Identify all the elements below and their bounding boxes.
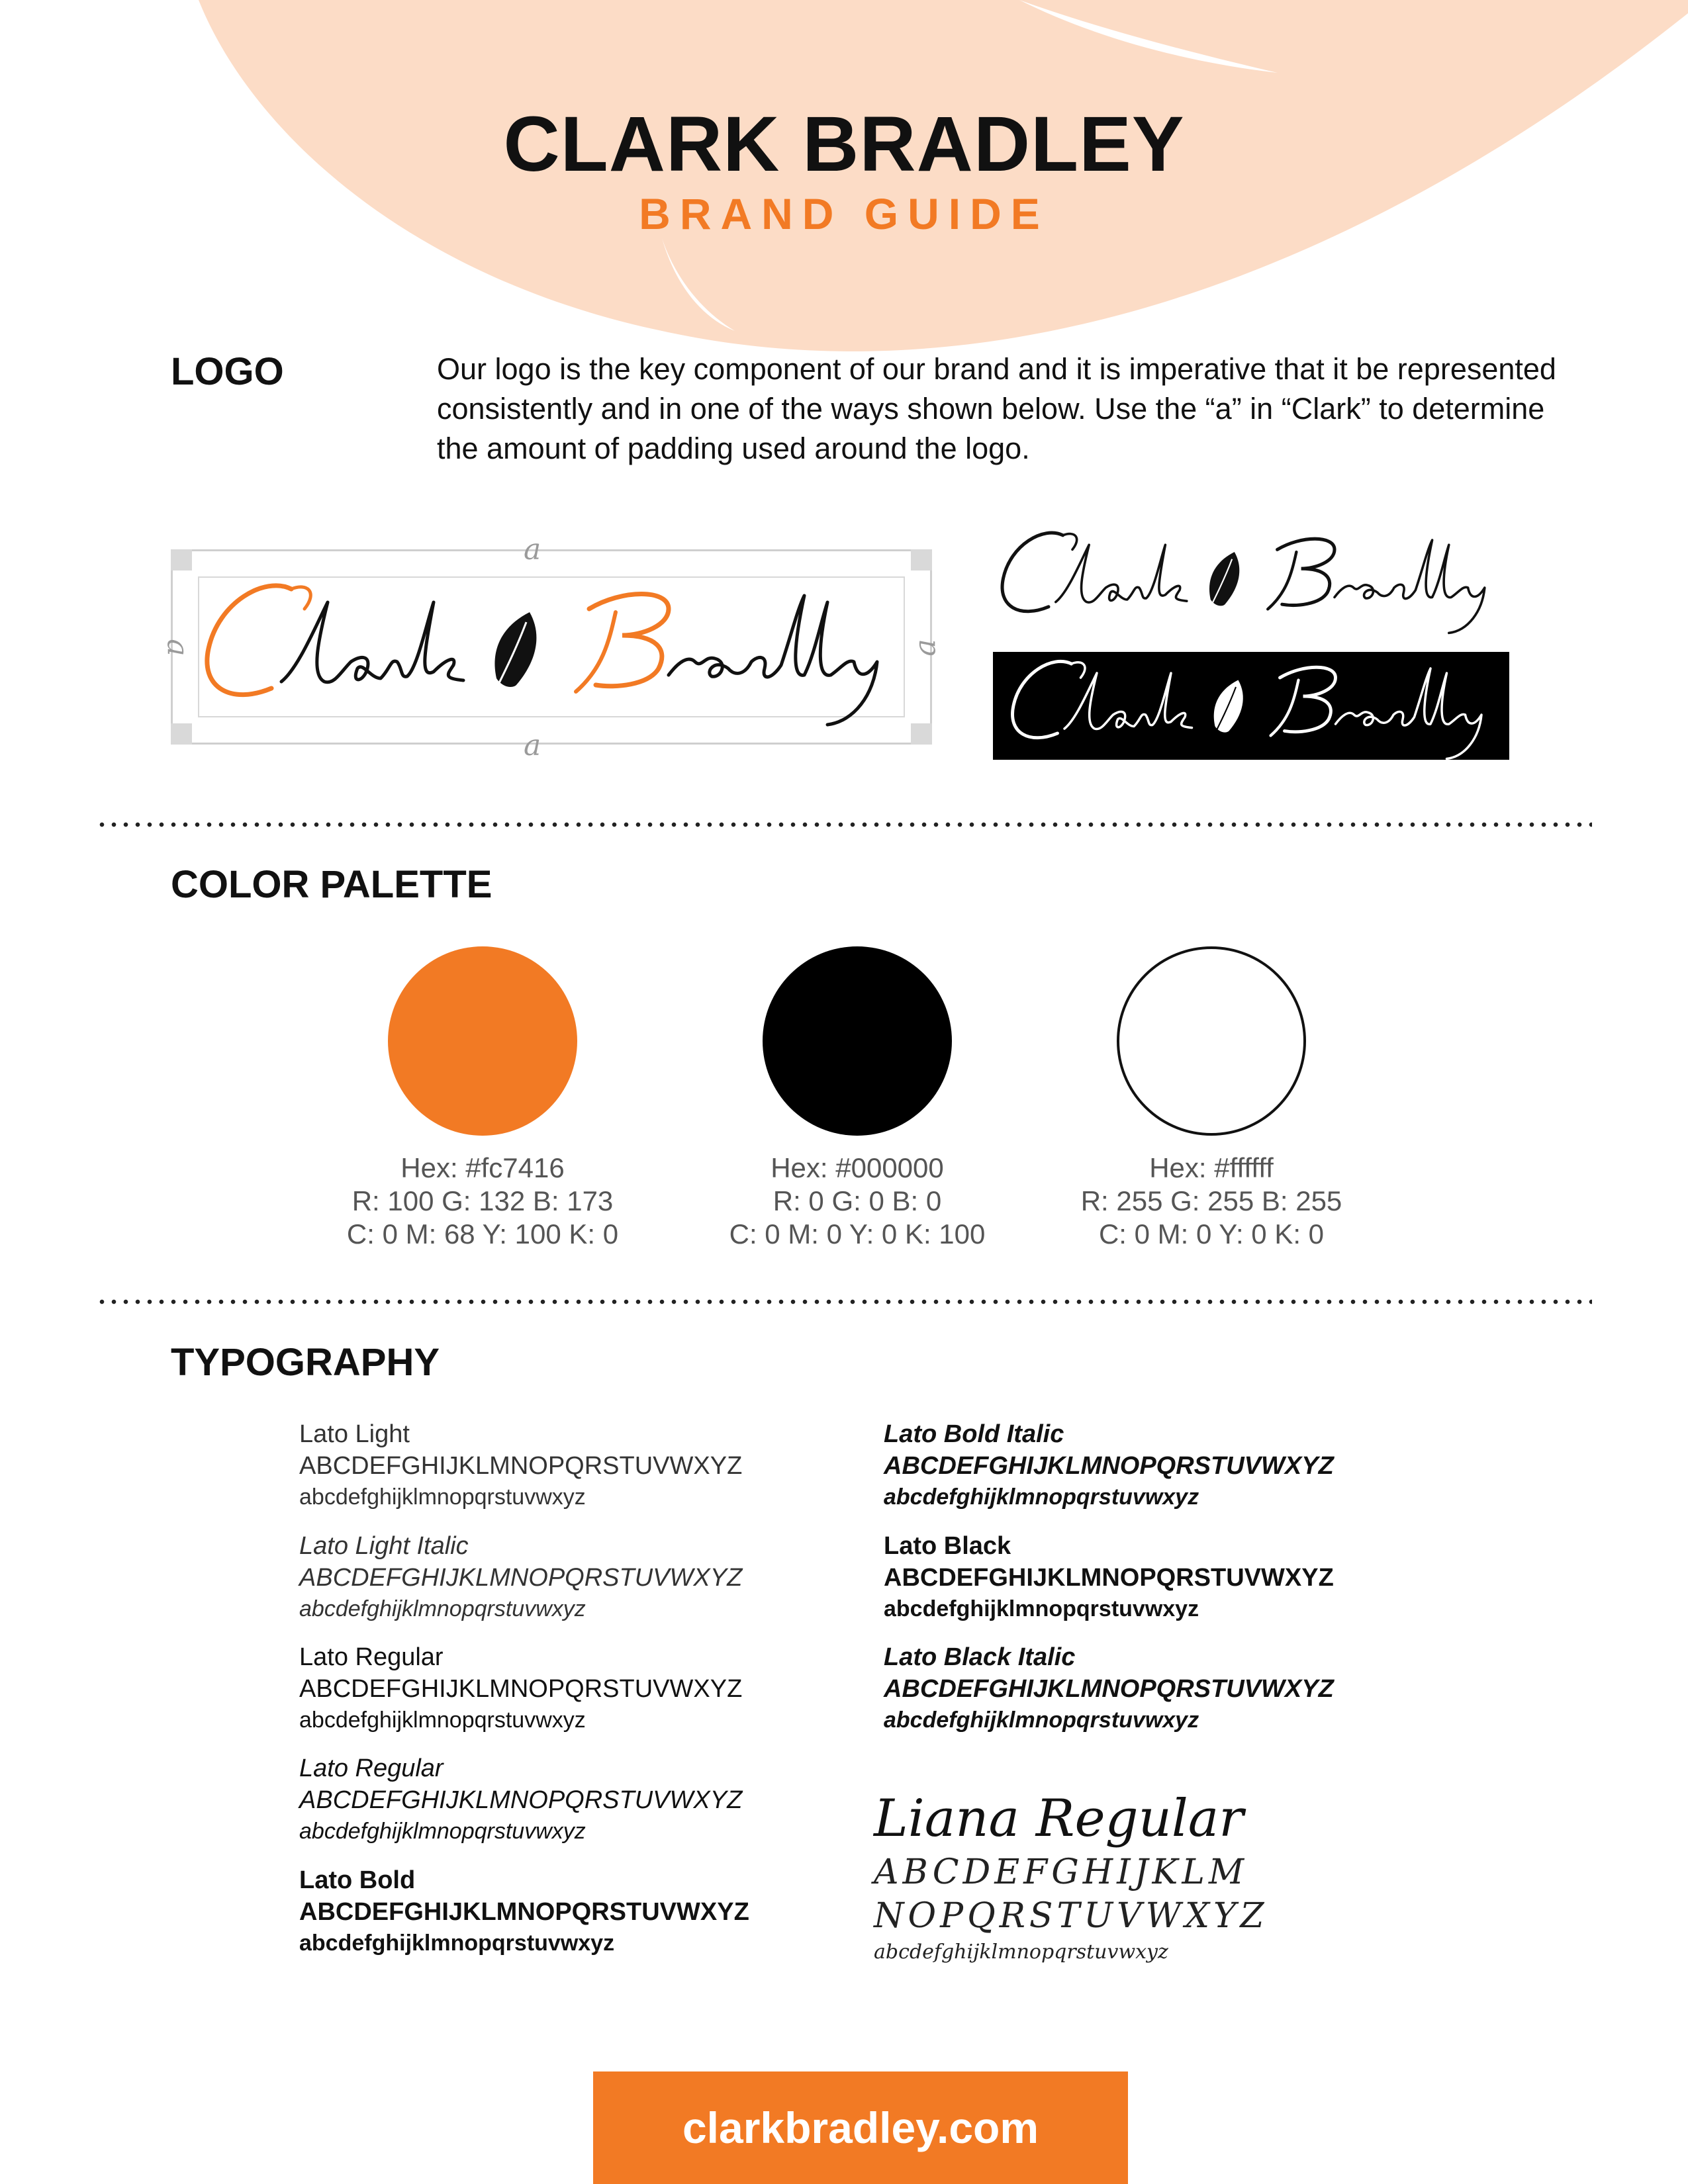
padding-glyph-top: a xyxy=(524,533,541,567)
font-name: Lato Bold Italic xyxy=(884,1420,1064,1448)
font-name: Lato Regular xyxy=(299,1643,444,1671)
padding-glyph-bottom: a xyxy=(524,729,541,762)
website-url[interactable]: clarkbradley.com xyxy=(682,2103,1039,2152)
font-uppercase: ABCDEFGHIJKLMNOPQRSTUVWXYZ xyxy=(299,1675,743,1703)
font-uppercase: ABCDEFGHIJKLMNOPQRSTUVWXYZ xyxy=(299,1786,743,1814)
typography-section-heading: TYPOGRAPHY xyxy=(171,1341,440,1384)
font-sample-lato-regular xyxy=(299,1641,961,1735)
font-sample-lato-light-italic xyxy=(299,1530,961,1624)
font-lowercase: abcdefghijklmnopqrstuvwxyz xyxy=(884,1484,1199,1510)
padding-glyph-right: a xyxy=(908,639,943,657)
swatch-rgb: R: 100 G: 132 B: 173 xyxy=(352,1185,614,1216)
swatch-cmyk: C: 0 M: 0 Y: 0 K: 0 xyxy=(1098,1218,1325,1250)
font-sample-lato-black xyxy=(884,1530,1546,1624)
font-lowercase: abcdefghijklmnopqrstuvwxyz xyxy=(299,1819,586,1844)
leaf-icon xyxy=(493,612,536,695)
swatch-rgb: R: 0 G: 0 B: 0 xyxy=(773,1185,942,1216)
swatch-hex: Hex: #000000 xyxy=(771,1152,944,1183)
font-name: Lato Light xyxy=(299,1420,410,1448)
font-sample-liana-regular xyxy=(874,1787,1443,1967)
frame-corner xyxy=(911,549,932,570)
font-sample-lato-regular-italic xyxy=(299,1752,961,1846)
logo-color-version xyxy=(192,563,914,728)
frame-corner xyxy=(171,549,192,570)
padding-glyph-left: a xyxy=(160,639,195,657)
font-sample-lato-light xyxy=(299,1418,961,1512)
swatch-info-orange xyxy=(284,1152,681,1251)
font-sample-lato-bold xyxy=(299,1864,961,1958)
logo-section-heading: LOGO xyxy=(171,350,284,393)
font-lowercase: abcdefghijklmnopqrstuvwxyz xyxy=(299,1484,586,1510)
font-uppercase: ABCDEFGHIJKLMNOPQRSTUVWXYZ xyxy=(884,1564,1334,1592)
frame-corner xyxy=(911,723,932,745)
logo-black-version xyxy=(986,516,1516,635)
font-sample-lato-bold-italic xyxy=(884,1418,1546,1512)
font-uppercase: ABCDEFGHIJKLMNOPQRSTUVWXYZ xyxy=(884,1675,1334,1703)
font-sample-lato-black-italic xyxy=(884,1641,1546,1735)
logo-description: Our logo is the key component of our brand and it is imperative that it be represented consistently and in one of the ways shown below. Use the “a” in “Clark” to determine the amount of padding used around the logo. xyxy=(437,352,1556,465)
font-lowercase: abcdefghijklmnopqrstuvwxyz xyxy=(299,1707,586,1733)
logo-reversed-version xyxy=(996,645,1513,761)
font-lowercase: abcdefghijklmnopqrstuvwxyz xyxy=(884,1707,1199,1733)
brand-title: CLARK BRADLEY xyxy=(503,101,1185,188)
font-uppercase: ABCDEFGHIJKLMNOPQRSTUVWXYZ xyxy=(299,1564,743,1592)
swatch-hex: Hex: #fc7416 xyxy=(400,1152,565,1183)
swatch-orange xyxy=(388,946,577,1136)
script-uppercase-line-1: ABCDEFGHIJKLM xyxy=(874,1852,1248,1892)
script-font-name: Liana Regular xyxy=(874,1789,1244,1848)
font-name: Lato Light Italic xyxy=(299,1532,469,1560)
font-uppercase: ABCDEFGHIJKLMNOPQRSTUVWXYZ xyxy=(299,1898,749,1926)
font-uppercase: ABCDEFGHIJKLMNOPQRSTUVWXYZ xyxy=(299,1452,743,1480)
section-divider xyxy=(96,822,1592,827)
brand-subtitle: BRAND GUIDE xyxy=(639,189,1049,238)
script-lowercase: abcdefghijklmnopqrstuvwxyz xyxy=(874,1940,1168,1964)
website-badge[interactable] xyxy=(593,2071,1128,2184)
font-name: Lato Black xyxy=(884,1532,1011,1560)
font-uppercase: ABCDEFGHIJKLMNOPQRSTUVWXYZ xyxy=(884,1452,1334,1480)
font-name: Lato Bold xyxy=(299,1866,416,1894)
swatch-black xyxy=(763,946,952,1136)
swatch-hex: Hex: #ffffff xyxy=(1149,1152,1274,1183)
leaf-icon xyxy=(1213,680,1243,739)
font-name: Lato Regular xyxy=(299,1754,444,1782)
font-lowercase: abcdefghijklmnopqrstuvwxyz xyxy=(299,1596,586,1621)
swatch-cmyk: C: 0 M: 68 Y: 100 K: 0 xyxy=(346,1218,619,1250)
font-lowercase: abcdefghijklmnopqrstuvwxyz xyxy=(884,1596,1199,1621)
leaf-icon xyxy=(1208,552,1239,612)
swatch-cmyk: C: 0 M: 0 Y: 0 K: 100 xyxy=(729,1218,986,1250)
swatch-rgb: R: 255 G: 255 B: 255 xyxy=(1080,1185,1342,1216)
section-divider xyxy=(96,1299,1592,1304)
font-name: Lato Black Italic xyxy=(884,1643,1076,1671)
font-lowercase: abcdefghijklmnopqrstuvwxyz xyxy=(299,1931,615,1956)
script-uppercase-line-2: NOPQRSTUVWXYZ xyxy=(874,1896,1268,1936)
swatch-white xyxy=(1117,946,1306,1136)
swatch-info-black xyxy=(659,1152,1056,1251)
frame-corner xyxy=(171,723,192,745)
color-section-heading: COLOR PALETTE xyxy=(171,863,492,906)
swatch-info-white xyxy=(1013,1152,1410,1251)
